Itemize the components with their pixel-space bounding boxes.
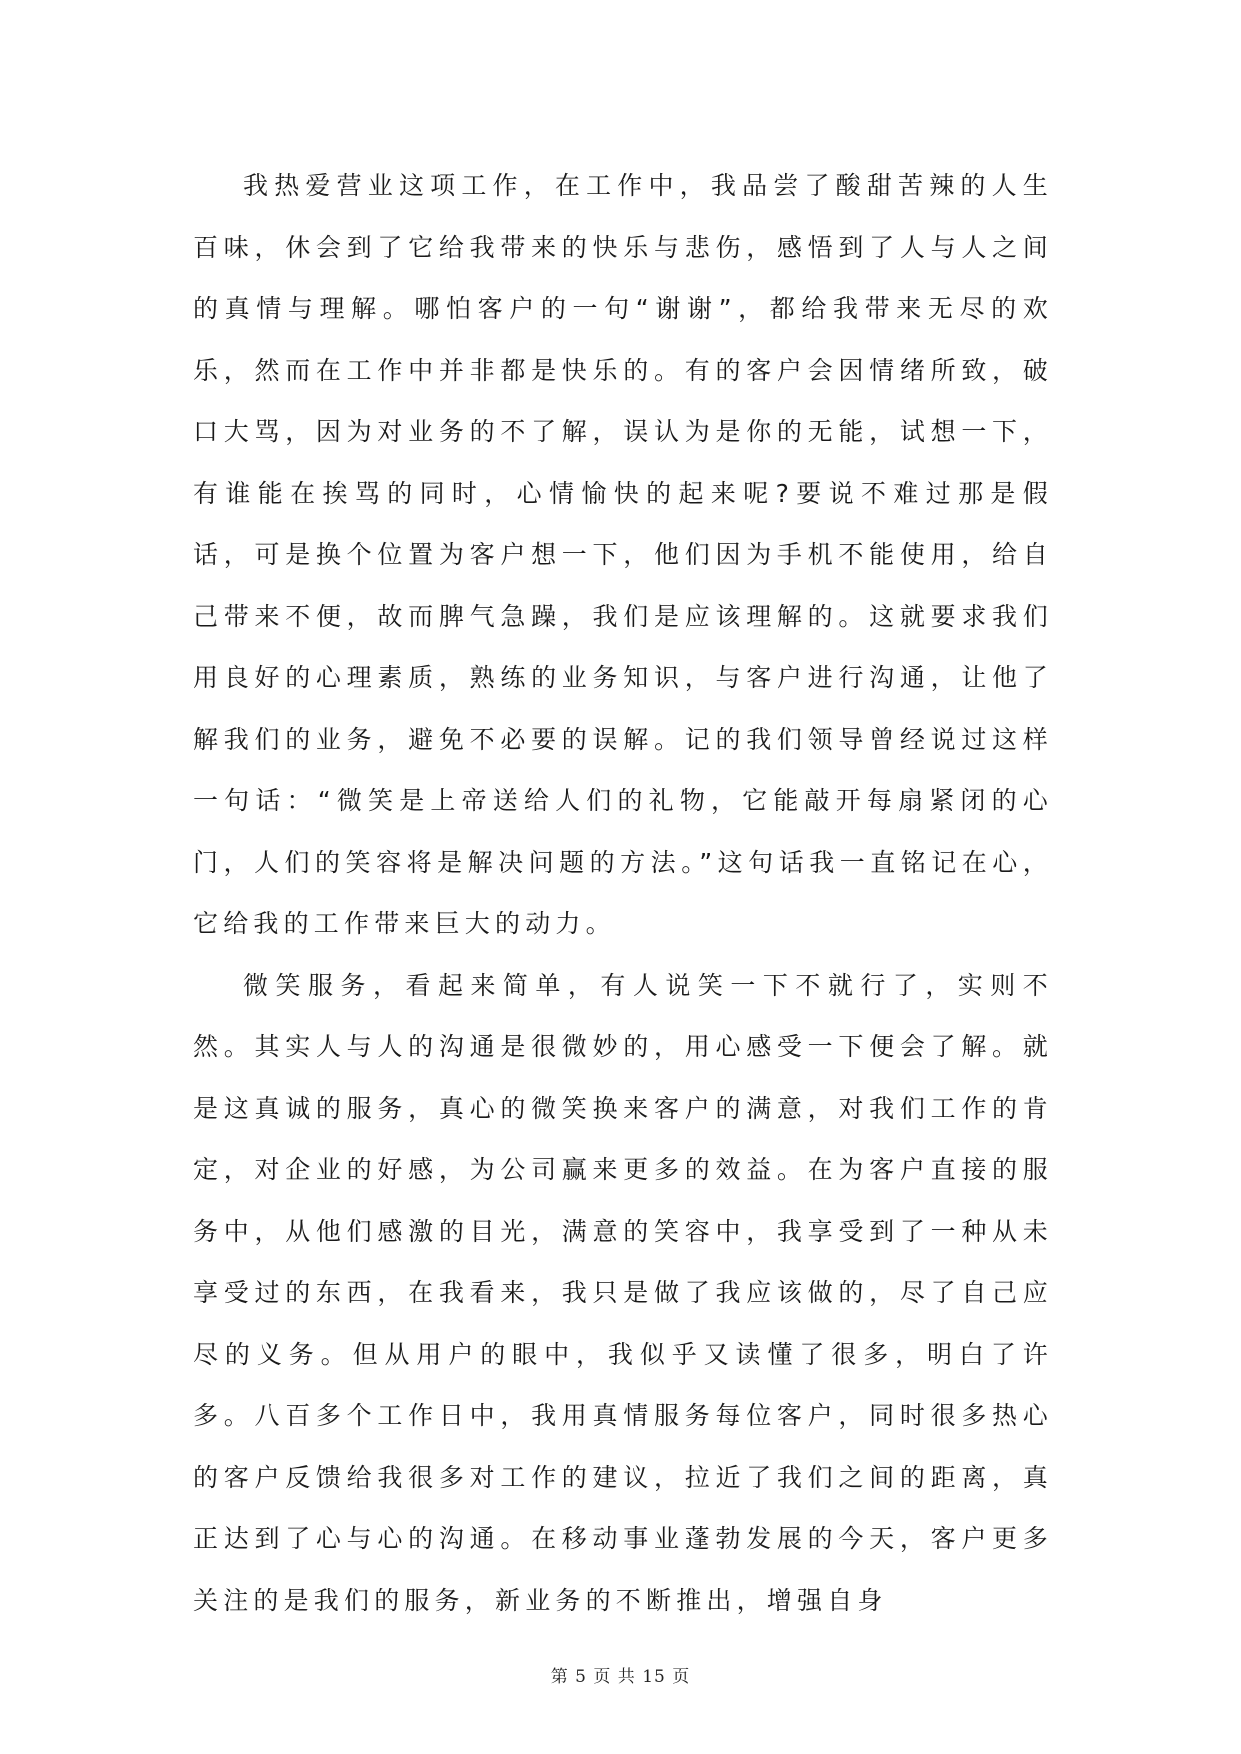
body-text: [193, 155, 1053, 1631]
page-footer: 第 5 页 共 15 页: [550, 1667, 691, 1687]
paragraph-2: 微笑服务，看起来简单，有人说笑一下不就行了，实则不然。其实人与人的沟通是很微妙的，用心感受一下便会了解。就是这真诚的服务，真心的微笑换来客户的满意，对我们工作的肯定，对企业的好感，为公司赢来更多的效益。在为客户直接的服务中，从他们感激的目光，满意的笑容中，我享受到了一种从未享受过的东西，在我看来，我只是做了我应该做的，尽了自己应尽的义务。但从用户的眼中，我似乎又读懂了很多，明白了许多。八百多个工作日中，我用真情服务每位客户，同时很多热心的客户反馈给我很多对工作的建议，拉近了我们之间的距离，真正达到了心与心的沟通。在移动事业蓬勃发展的今天，客户更多关注的是我们的服务，新业务的不断推出，增强自身: [193, 970, 1053, 1615]
paragraph-1: 我热爱营业这项工作，在工作中，我品尝了酸甜苦辣的人生百味，休会到了它给我带来的快乐与悲伤，感悟到了人与人之间的真情与理解。哪怕客户的一句“谢谢”，都给我带来无尽的欢乐，然而在工作中并非都是快乐的。有的客户会因情绪所致，破口大骂，因为对业务的不了解，误认为是你的无能，试想一下，有谁能在挨骂的同时，心情愉快的起来呢?要说不难过那是假话，可是换个位置为客户想一下，他们因为手机不能使用，给自己带来不便，故而脾气急躁，我们是应该理解的。这就要求我们用良好的心理素质，熟练的业务知识，与客户进行沟通，让他了解我们的业务，避免不必要的误解。记的我们领导曾经说过这样一句话：“微笑是上帝送给人们的礼物，它能敲开每扇紧闭的心门，人们的笑容将是解决问题的方法。”这句话我一直铭记在心，它给我的工作带来巨大的动力。: [193, 171, 1053, 938]
